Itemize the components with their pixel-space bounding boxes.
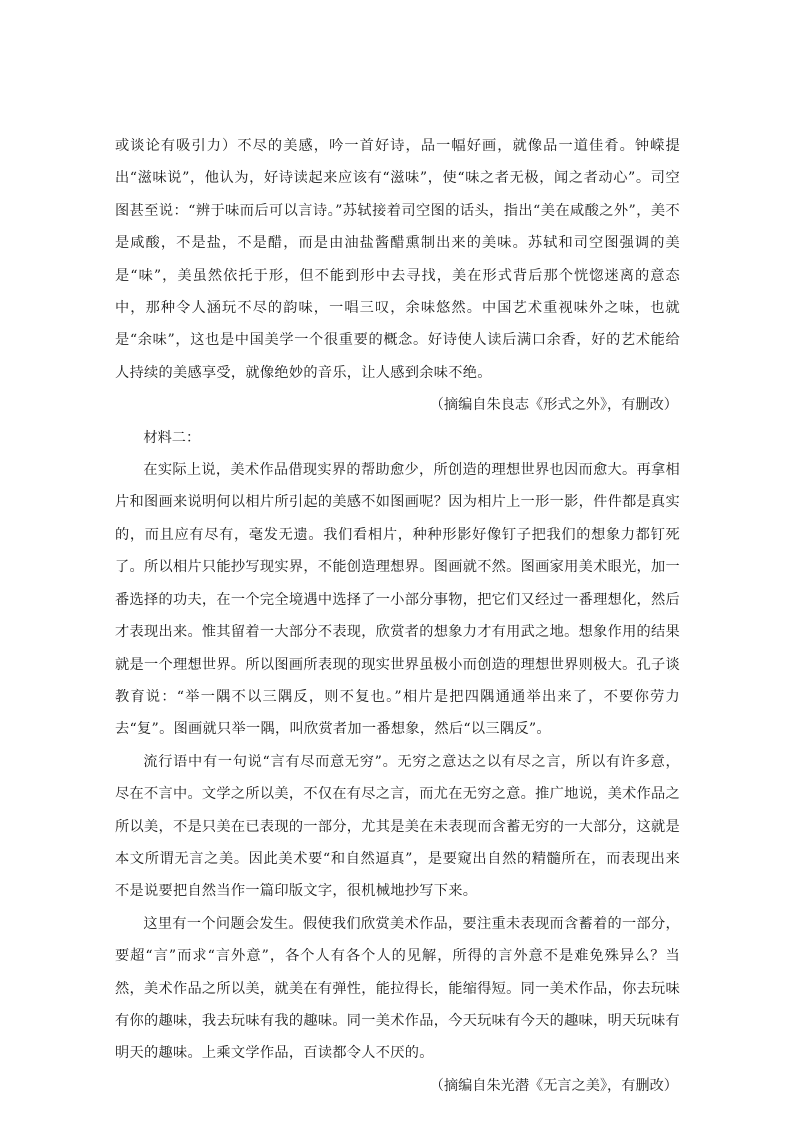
source-citation-two: （摘编自朱光潜《无言之美》，有删改） (429, 1077, 678, 1094)
source-citation-one: （摘编自朱良志《形式之外》，有删改） (429, 397, 678, 414)
paragraph-material-two-3: 这里有一个问题会发生。假使我们欣赏美术作品，要注重未表现而含蓄着的一部分，要超“言”而求“言外意”，各个人有各个人的见解，所得的言外意不是难免殊异么？当然，美术作品之所以美，就美在有弹性，能拉得长，能缩得短。同一美术作品，你去玩味有你的趣味，我去玩味有我的趣味。同一美术作品，今天玩味有今天的趣味，明天玩味有明天的趣味。上乘文学作品，百读都令人不厌的。 (115, 915, 681, 1062)
paragraph-material-two-2: 流行语中有一句说“言有尽而意无穷”。无穷之意达之以有尽之言，所以有许多意，尽在不言中。文学之所以美，不仅在有尽之言，而尤在无穷之意。推广地说，美术作品之所以美，不是只美在已表现的一部分，尤其是美在未表现而含蓄无穷的一大部分，这就是本文所谓无言之美。因此美术要“和自然逼真”，是要窥出自然的精髓所在，而表现出来不是说要把自然当作一篇印版文字，很机械地抄写下来。 (115, 753, 681, 900)
paragraph-material-two-1: 在实际上说，美术作品借现实界的帮助愈少，所创造的理想世界也因而愈大。再拿相片和图画来说明何以相片所引起的美感不如图画呢？因为相片上一形一影，件件都是真实的，而且应有尽有，毫发无遗。我们看相片，种种形影好像钉子把我们的想象力都钉死了。所以相片只能抄写现实界，不能创造理想界。图画就不然。图画家用美术眼光，加一番选择的功夫，在一个完全境遇中选择了一小部分事物，把它们又经过一番理想化，然后才表现出来。惟其留着一大部分不表现，欣赏者的想象力才有用武之地。想象作用的结果就是一个理想世界。所以图画所表现的现实世界虽极小而创造的理想世界则极大。孔子谈教育说：“举一隅不以三隅反，则不复也。”相片是把四隅通通举出来了，不要你劳力去“复”。图画就只举一隅，叫欣赏者加一番想象，然后“以三隅反”。 (115, 462, 681, 738)
document-body (115, 130, 680, 1102)
paragraph-material-one-continued: 或谈论有吸引力）不尽的美感，吟一首好诗，品一幅好画，就像品一道佳肴。钟嵘提出“滋味说”，他认为，好诗读起来应该有“滋味”，使“味之者无极，闻之者动心”。司空图甚至说：“辨于味而后可以言诗。”苏轼接着司空图的话头，指出“美在咸酸之外”，美不是咸酸，不是盐，不是醋，而是由油盐酱醋熏制出来的美味。苏轼和司空图强调的美是“味”，美虽然依托于形，但不能到形中去寻找，美在形式背后那个恍惚迷离的意态中，那种令人涵玩不尽的韵味，一唱三叹，余味悠然。中国艺术重视味外之味，也就是“余味”，这也是中国美学一个很重要的概念。好诗使人读后满口余香，好的艺术能给人持续的美感享受，就像绝妙的音乐，让人感到余味不绝。 (115, 138, 680, 381)
material-two-heading: 材料二： (143, 429, 201, 446)
